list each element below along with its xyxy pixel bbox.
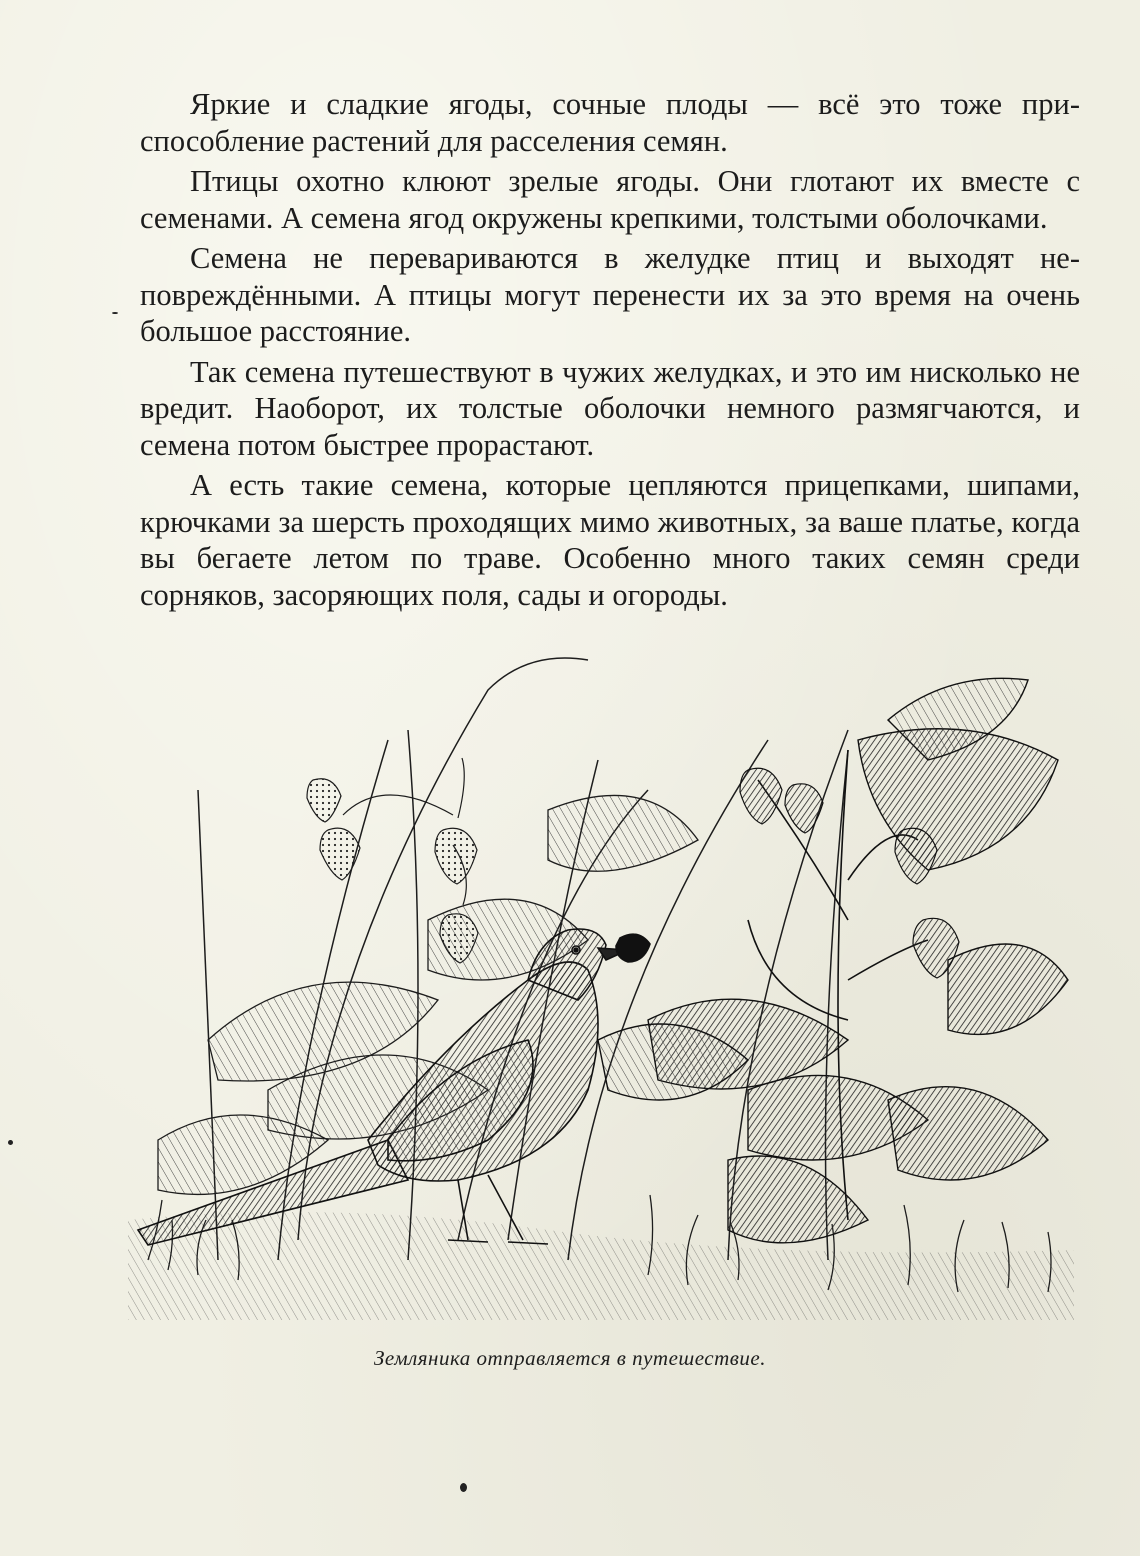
paragraph-3: Семена не перевариваются в желудке птиц и выходят неповреждёнными. А птицы могут перенести их за это время на очень большое расстояние. bbox=[140, 241, 1080, 348]
print-speck bbox=[8, 1140, 13, 1145]
bird-eating-strawberry-icon bbox=[128, 620, 1074, 1320]
illustration-caption: Земляника отправляется в путешествие. bbox=[374, 1346, 766, 1370]
print-speck bbox=[112, 312, 118, 314]
paragraph-5: А есть такие семена, которые цепляются прицепками, шипами, крючками за шерсть проходящих мимо животных, за ваше платье, когда вы бегаете летом по траве. Особенно много таких семян среди сорняков, засоряющих поля, сады и огороды. bbox=[140, 468, 1080, 612]
print-speck bbox=[460, 1483, 467, 1492]
paragraph-1: Яркие и сладкие ягоды, сочные плоды — всё это тоже приспособление растений для расселения семян. bbox=[140, 87, 1080, 158]
paragraph-4: Так семена путешествуют в чужих желудках, и это им нисколько не вредит. Наоборот, их толстые оболочки немного размягчаются, и семена потом быстрее прорастают. bbox=[140, 354, 1080, 462]
paragraph-2: Птицы охотно клюют зрелые ягоды. Они глотают их вместе с семенами. А семена ягод окружены крепкими, толстыми оболочками. bbox=[140, 164, 1080, 235]
body-text bbox=[140, 86, 1080, 617]
